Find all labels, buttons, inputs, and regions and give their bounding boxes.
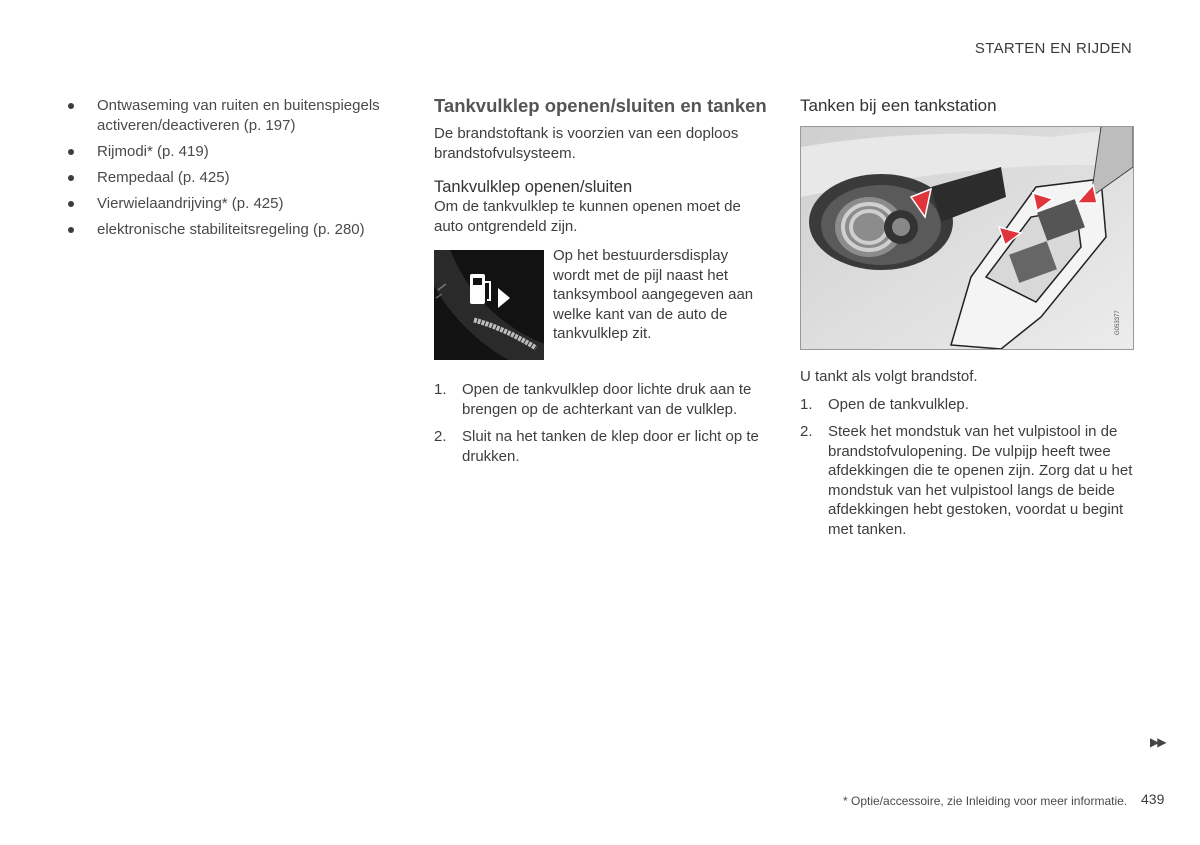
- list-item: Ontwaseming van ruiten en buitenspiegels activeren/deactiveren (p. 197): [68, 96, 398, 136]
- subsection-title: Tankvulklep openen/sluiten: [434, 178, 633, 196]
- section-header: STARTEN EN RIJDEN: [974, 40, 1132, 57]
- refuel-illustration: [800, 126, 1134, 350]
- display-figure: [434, 247, 774, 360]
- list-item: 2. Steek het mondstuk van het vulpistool in de brandstofvulopening. De vulpijp heeft twee afdekkingen die te openen zijn. Zorg dat u het mondstuk van het vulpistool langs de beide afdekkingen hebt gestoken, voordat u begint met tanken.: [800, 423, 1133, 538]
- list-item: Rempedaal (p. 425): [68, 168, 398, 188]
- list-item: 1. Open de tankvulklep door lichte druk aan te brengen op de achterkant van de vulklep.: [434, 381, 752, 418]
- bullet-icon: [68, 227, 74, 233]
- list-item: elektronische stabiliteitsregeling (p. 280): [68, 220, 398, 240]
- fuel-filler-illustration: [801, 127, 1133, 349]
- refuel-section: [800, 95, 1140, 547]
- list-item: Vierwielaandrijving* (p. 425): [68, 194, 398, 214]
- continue-arrow-icon: ▶▶: [1150, 735, 1165, 749]
- bullet-icon: [68, 201, 74, 207]
- steps-list: [434, 380, 774, 466]
- bullet-icon: [68, 103, 74, 109]
- refuel-intro: U tankt als volgt brandstof.: [800, 368, 978, 385]
- fuel-gauge-illustration: [434, 250, 544, 360]
- bullet-icon: [68, 149, 74, 155]
- driver-display-image: [434, 250, 544, 360]
- fuel-flap-section: [434, 95, 774, 474]
- steps-list: [800, 395, 1140, 540]
- image-code: G053377: [1115, 310, 1121, 335]
- section-intro: De brandstoftank is voorzien van een doploos brandstofvulsysteem.: [434, 125, 739, 162]
- list-item: 1. Open de tankvulklep.: [800, 395, 969, 413]
- bullet-icon: [68, 175, 74, 181]
- page-number: 439: [1141, 791, 1165, 807]
- subsection-intro: Om de tankvulklep te kunnen openen moet de auto ontgrendeld zijn.: [434, 198, 741, 235]
- related-topics-list: [68, 96, 398, 246]
- list-item: 2. Sluit na het tanken de klep door er licht op te drukken.: [434, 428, 759, 465]
- footnote: * Optie/accessoire, zie Inleiding voor meer informatie.: [843, 794, 1128, 808]
- figure-caption: Op het bestuurdersdisplay wordt met de pijl naast het tanksymbool aangegeven aan welke kant van de auto de tankvulklep zit.: [553, 247, 754, 342]
- section-title: Tankvulklep openen/sluiten en tanken: [434, 95, 767, 116]
- section-title: Tanken bij een tankstation: [800, 96, 997, 115]
- list-item: Rijmodi* (p. 419): [68, 142, 398, 162]
